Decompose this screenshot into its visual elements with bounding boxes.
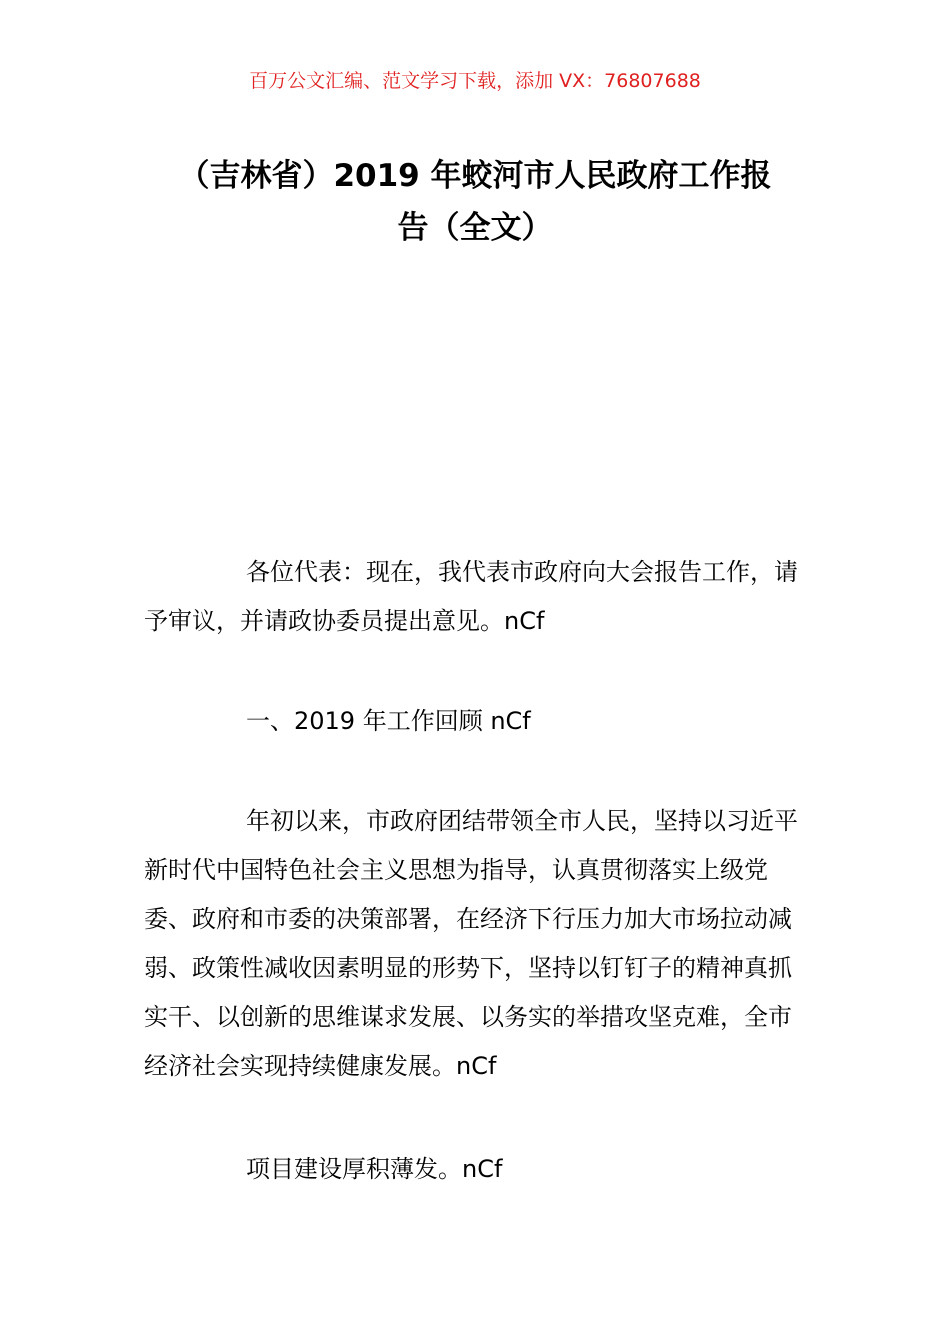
- paragraph-greeting: [144, 548, 814, 646]
- section-heading-text: 一、2019 年工作回顾 nCf: [246, 707, 531, 735]
- title-line-1: （吉林省）2019 年蛟河市人民政府工作报: [178, 158, 772, 194]
- document-title: [0, 150, 950, 254]
- title-line-2: 告（全文）: [397, 210, 553, 246]
- paragraph-text: 各位代表：现在，我代表市政府向大会报告工作，请予审议，并请政协委员提出意见。nCf: [144, 558, 798, 635]
- section-heading: [144, 697, 814, 746]
- subsection-heading-text: 项目建设厚积薄发。nCf: [246, 1155, 503, 1183]
- paragraph-review: [144, 797, 814, 1091]
- subsection-heading: [144, 1145, 814, 1194]
- paragraph-text: 年初以来，市政府团结带领全市人民，坚持以习近平新时代中国特色社会主义思想为指导，认真贯彻落实上级党委、政府和市委的决策部署，在经济下行压力加大市场拉动减弱、政策性减收因素明显的形势下，坚持以钉钉子的精神真抓实干、以创新的思维谋求发展、以务实的举措攻坚克难，全市经济社会实现持续健康发展。nCf: [144, 807, 798, 1080]
- header-promo-note: 百万公文汇编、范文学习下载，添加 VX：76807688: [249, 70, 701, 92]
